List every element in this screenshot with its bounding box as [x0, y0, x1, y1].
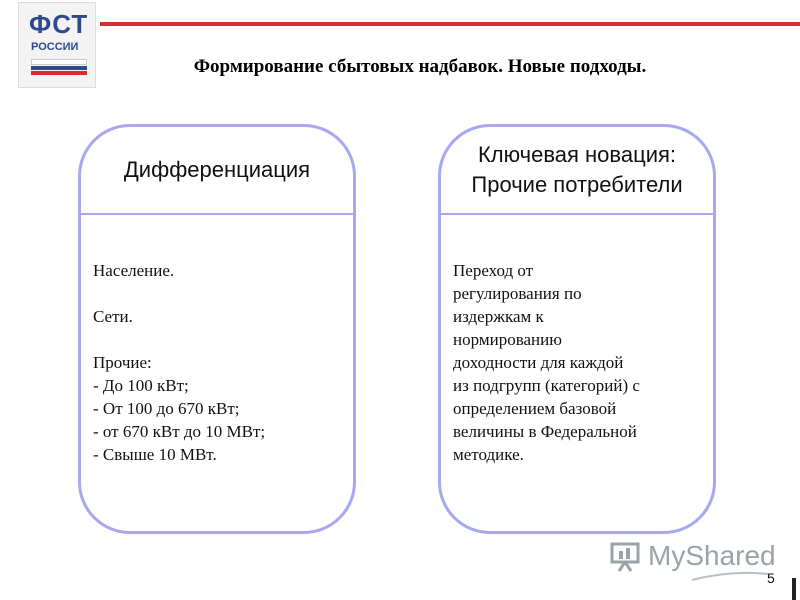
- card-body: Переход от регулирования по издержкам к нормированию доходности для каждой из подгрупп (категорий) с определением базовой величины в Федеральной методике.: [453, 261, 640, 464]
- watermark: [610, 538, 776, 574]
- header-accent-line: [100, 22, 800, 26]
- watermark-text: MyShared: [648, 540, 776, 571]
- card-heading: Дифференциация: [123, 157, 311, 182]
- card-divider: [441, 213, 713, 215]
- card-heading-text: Ключевая новация: Прочие потребители: [471, 142, 683, 197]
- logo-abbr: ФСТ: [29, 9, 89, 39]
- logo-country: РОССИИ: [31, 41, 79, 53]
- card-body: Население. Сети. Прочие: - До 100 кВт; - От 100 до 670 кВт; - от 670 кВт до 10 МВт; - Свыше 10 МВт.: [93, 261, 266, 464]
- card-key-innovation: [438, 124, 716, 534]
- card-differentiation: [78, 124, 356, 534]
- card-heading: [441, 127, 713, 213]
- swoosh-icon: [690, 570, 770, 584]
- slide-title: Формирование сбытовых надбавок. Новые подходы.: [193, 56, 647, 77]
- page-number: 5: [767, 570, 775, 586]
- card-divider: [81, 213, 353, 215]
- presentation-icon: [610, 542, 642, 570]
- corner-bar: [792, 578, 796, 600]
